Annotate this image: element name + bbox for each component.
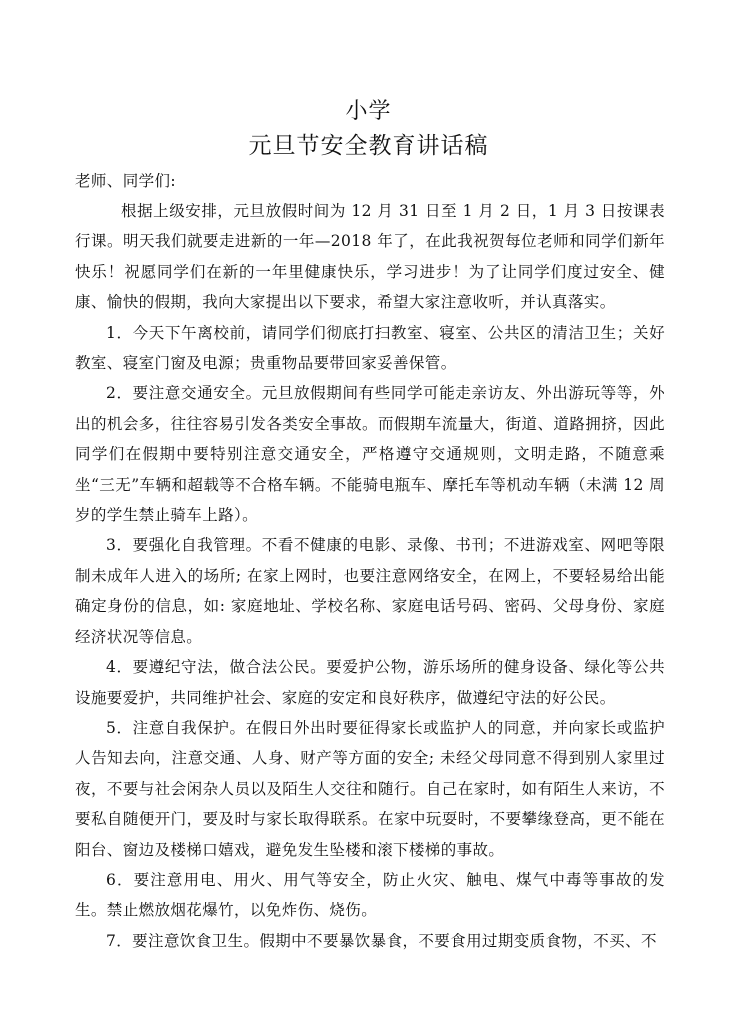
rule-paragraph-1: 1．今天下午离校前，请同学们彻底打扫教室、寝室、公共区的清洁卫生；关好教室、寝室门窗及电源；贵重物品要带回家妥善保管。	[75, 323, 665, 373]
greeting: 老师、同学们:	[75, 172, 177, 190]
intro-paragraph: 根据上级安排，元旦放假时间为 12 月 31 日至 1 月 2 日，1 月 3 日按课表行课。明天我们就要走进新的一年—2018 年了，在此我祝贺每位老师和同学们新年快乐！祝愿同学们在新的一年里健康快乐，学习进步！为了让同学们度过安全、健康、愉快的假期，我向大家提出以下要求，希望大家注意收听，并认真落实。	[75, 202, 665, 312]
rule-paragraph-6: 6．要注意用电、用火、用气等安全，防止火灾、触电、煤气中毒等事故的发生。禁止燃放烟花爆竹，以免炸伤、烧伤。	[75, 870, 665, 920]
rule-paragraph-7: 7．要注意饮食卫生。假期中不要暴饮暴食，不要食用过期变质食物，不买、不	[106, 931, 657, 950]
rule-paragraph-5: 5．注意自我保护。在假日外出时要征得家长或监护人的同意，并向家长或监护人告知去向，注意交通、人身、财产等方面的安全; 未经父母同意不得到别人家里过夜，不要与社会闲杂人员以及陌生人交往和随行。自己在家时，如有陌生人来访，不要私自随便开门，要及时与家长取得联系。在家中玩耍时，不要攀缘登高，更不能在阳台、窗边及楼梯口嬉戏，避免发生坠楼和滚下楼梯的事故。	[75, 718, 665, 859]
rule-paragraph-2: 2．要注意交通安全。元旦放假期间有些同学可能走亲访友、外出游玩等等，外出的机会多，往往容易引发各类安全事故。而假期车流量大，街道、道路拥挤，因此同学们在假期中要特别注意交通安全，严格遵守交通规则，文明走路，不随意乘坐“三无”车辆和超载等不合格车辆。不能骑电瓶车、摩托车等机动车辆（未满 12 周岁的学生禁止骑车上路）。	[75, 384, 665, 525]
rule-paragraph-4: 4．要遵纪守法，做合法公民。要爱护公物，游乐场所的健身设备、绿化等公共设施要爱护，共同维护社会、家庭的安定和良好秩序，做遵纪守法的好公民。	[75, 658, 665, 707]
speech-body	[75, 196, 665, 956]
rule-paragraph-3: 3．要强化自我管理。不看不健康的电影、录像、书刊；不进游戏室、网吧等限制未成年人进入的场所; 在家上网时，也要注意网络安全，在网上，不要轻易给出能确定身份的信息，如: 家庭地址、学校名称、家庭电话号码、密码、父母身份、家庭经济状况等信息。	[75, 536, 665, 646]
school-title: 小学	[345, 99, 392, 124]
speech-title: 元旦节安全教育讲话稿	[248, 133, 489, 159]
